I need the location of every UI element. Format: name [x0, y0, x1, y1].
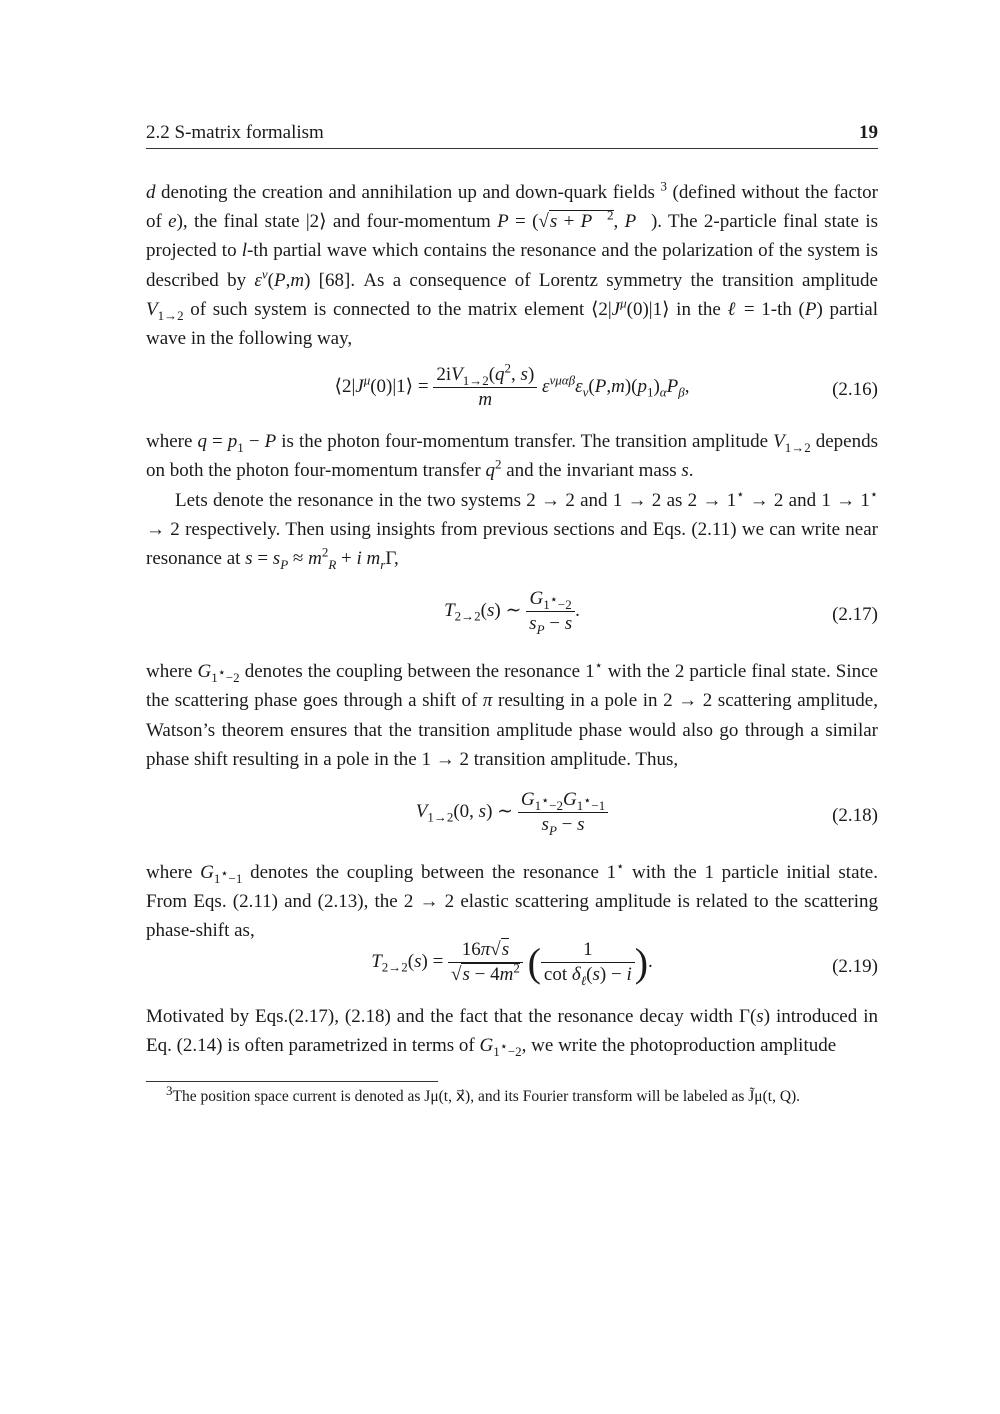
- footnote-marker: 3: [166, 1082, 173, 1098]
- paragraph-5: where $G_{1^⋆-1}$ denotes the coupling between the resonance 1⋆ with the 1 particle initial state. From Eqs. (2.11) and (2.13), the 2 → 2 elastic scattering amplitude is related to the scattering phase-shift as,: [146, 858, 878, 942]
- paragraph-1: d denoting the creation and annihilation up and down-quark fields $^3$ (defined without the factor of e), the final state |2⟩ and four-momentum P = (√s + P⃗$^2$, P⃗). The 2-particle final state is projected to l-th partial wave which contains the resonance and the polarization of the system is described by $\varepsilon^\nu(P,m)$ [68]. As a consequence of Lorentz symmetry the transition amplitude $V_{1\to 2}$ of such system is connected to the matrix element $⟨2|J^\mu(0)|1⟩$ in the ℓ = 1-th (P) partial wave in the following way,: [146, 178, 879, 350]
- running-header: [146, 120, 878, 149]
- paragraph-2: where $q = p_1 - P$ is the photon four-momentum transfer. The transition amplitude $V_{1\to 2}$ depends on both the photon four-momentum transfer $q^2$ and the invariant mass s.: [146, 431, 879, 482]
- footnote: [166, 1082, 878, 1107]
- equation-number: (2.19): [832, 955, 878, 977]
- equation-number: (2.18): [832, 805, 878, 827]
- equation-2-17: $T_{2\to 2}(s)$ ∼ $\frac{G_{1^⋆-2}}{s_P - s}$ . (2.17): [444, 588, 878, 638]
- equation-2-19: $T_{2\to 2}(s)$ = $\frac{16\pi√s}{√s - 4m^2}$ ( $\frac{1}{\cot \delta_\ell(s) - i}$ ). (2.19): [371, 938, 878, 988]
- paragraph-3: Lets denote the resonance in the two systems 2 → 2 and 1 → 2 as 2 → 1⋆ → 2 and 1 → 1⋆ → 2 respectively. Then using insights from previous sections and Eqs. (2.11) we can write near resonance at $s = s_P \approx m^2_R + i$ $m_r\Gamma$,: [146, 486, 878, 572]
- section-title: 2.2 S-matrix formalism: [146, 122, 324, 143]
- equation-2-18: $V_{1\to 2}(0$, s) ∼ $\frac{G_{1^⋆-2}G_{1^⋆-1}}{s_P - s}$ (2.18): [415, 789, 878, 838]
- equation-number: (2.17): [832, 604, 878, 626]
- main-text: [146, 178, 878, 1060]
- footnote-text: The position space current is denoted as Jμ(t, x⃗), and its Fourier transform will be labeled as J̃μ(t, Q).: [172, 1088, 801, 1105]
- equation-number: (2.16): [832, 379, 878, 401]
- paragraph-4: where $G_{1^⋆-2}$ denotes the coupling between the resonance 1⋆ with the 2 particle final state. Since the scattering phase goes through a shift of π resulting in a pole in 2 → 2 scattering amplitude, Watson’s theorem ensures that the transition amplitude phase would also go through a similar phase shift resulting in a pole in the 1 → 2 transition amplitude. Thus,: [146, 657, 878, 770]
- footnote-rule: [146, 1081, 438, 1082]
- page-number: 19: [859, 122, 878, 143]
- equation-2-16: $⟨2|J^\mu(0)|1⟩$ = $\frac{2iV_{1\to 2}(q^2, s)}{m}$ $\varepsilon^{\nu\mu\alpha\beta}\varepsilon_\nu(P,m)(p_1)_\alpha P_\beta$, (2.16): [334, 360, 878, 411]
- paragraph-6: Motivated by Eqs.(2.17), (2.18) and the fact that the resonance decay width Γ(s) introduced in Eq. (2.14) is often parametrized in terms of $G_{1^⋆-2}$, we write the photoproduction amplitude: [146, 1005, 878, 1059]
